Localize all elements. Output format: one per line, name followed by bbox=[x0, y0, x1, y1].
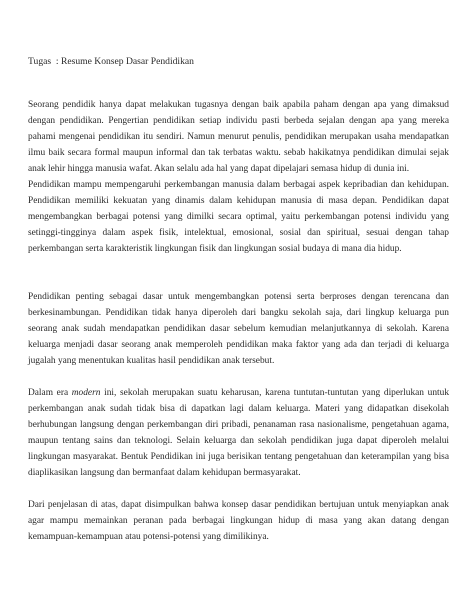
paragraph-5: Dari penjelasan di atas, dapat disimpulkan bahwa konsep dasar pendidikan bertujuan untuk menyiapkan anak agar mampu memainkan peranan pada berbagai lingkungan hidup di masa yang akan datang dengan kemampuan-kemampuan atau potensi-potensi yang dimilikinya. bbox=[28, 500, 449, 542]
paragraph-4-italic-word: modern bbox=[71, 388, 101, 398]
paragraph-3: Pendidikan penting sebagai dasar untuk mengembangkan potensi serta berproses dengan terencana dan berkesinambungan. Pendidikan tidak hanya diperoleh dari bangku sekolah saja, dari lingkup keluarga pun seorang anak sudah mendapatkan pendidikan dasar sebelum kemudian melanjutkannya di sekolah. Karena keluarga menjadi dasar seorang anak memperoleh pendidikan maka faktor yang ada dan terjadi di keluarga jugalah yang menentukan kualitas hasil pendidikan anak tersebut. bbox=[28, 292, 449, 366]
paragraph-1: Seorang pendidik hanya dapat melakukan tugasnya dengan baik apabila paham dengan apa yang dimaksud dengan pendidikan. Pengertian pendidikan setiap individu pasti berbeda sejalan dengan apa yang mereka pahami mengenai pendidikan itu sendiri. Namun menurut penulis, pendidikan merupakan usaha mendapatkan ilmu baik secara formal maupun informal dan tak terbatas waktu. sebab hakikatnya pendidikan dimulai sejak anak lehir hingga manusia wafat. Akan selalu ada hal yang dapat dipelajari semasa hidup di dunia ini. bbox=[28, 100, 449, 174]
paragraph-4-lead: Dalam era bbox=[28, 388, 72, 398]
paragraph-4-rest: ini, sekolah merupakan suatu keharusan, karena tuntutan-tuntutan yang diperlukan untuk perkembangan anak sudah tidak bisa di dapatkan lagi dalam keluarga. Materi yang didapatkan disekolah berhubungan langsung dengan perkembangan diri pribadi, penanaman rasa nasionalisme, pengetahuan agama, maupun tentang sains dan teknologi. Selain keluarga dan sekolah pendidikan juga dapat diperoleh melalui lingkungan masyarakat. Bentuk Pendidikan ini juga berisikan tentang pengetahuan dan keterampilan yang bisa diaplikasikan langsung dan bermanfaat dalam kehidupan bermasyarakat. bbox=[28, 388, 450, 478]
document-title: Tugas : Resume Konsep Dasar Pendidikan bbox=[28, 56, 194, 67]
paragraph-4 bbox=[28, 385, 449, 481]
paragraph-2: Pendidikan mampu mempengaruhi perkembangan manusia dalam berbagai aspek kepribadian dan kehidupan. Pendidikan memiliki kekuatan yang dinamis dalam kehidupan manusia di masa depan. Pendidikan dapat mengembangkan berbagai potensi yang dimilki secara optimal, yaitu perkembangan potensi individu yang setinggi-tingginya dalam aspek fisik, intelektual, emosional, sosial dan spiritual, sesuai dengan tahap perkembangan serta karakteristik lingkungan fisik dan lingkungan sosial budaya di mana dia hidup. bbox=[28, 180, 449, 254]
